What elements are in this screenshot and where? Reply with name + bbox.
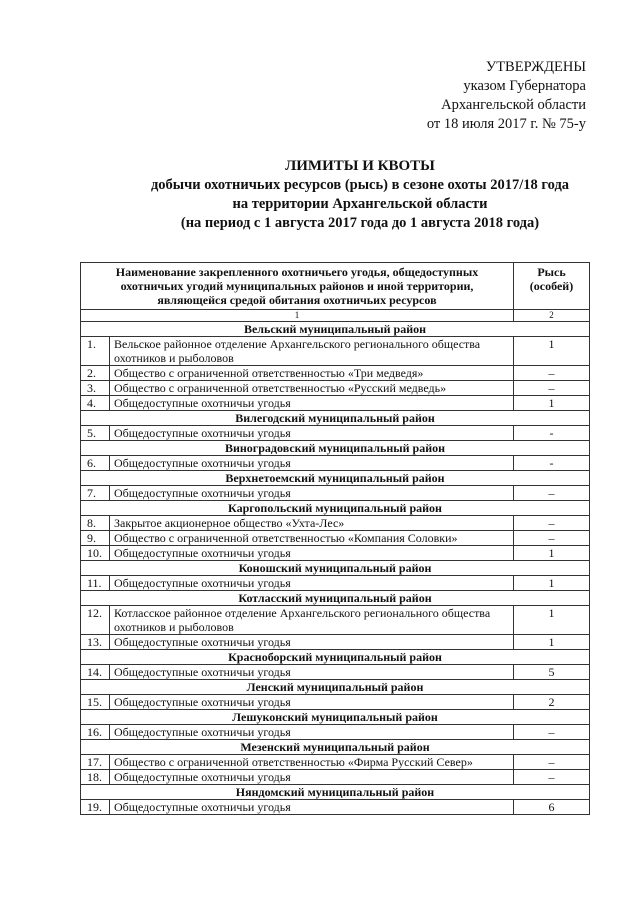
region-name: Верхнетоемский муниципальный район (81, 471, 590, 486)
approval-date: от 18 июля 2017 г. № 75-у (426, 116, 586, 132)
table-row (81, 635, 590, 650)
row-name: Общество с ограниченной ответственностью «Три медведя» (110, 366, 514, 381)
region-name: Котласский муниципальный район (81, 591, 590, 606)
index-col-2: 2 (514, 310, 590, 322)
row-number: 13. (81, 635, 110, 650)
row-value: – (514, 725, 590, 740)
table-row (81, 665, 590, 680)
row-value: – (514, 770, 590, 785)
row-value: – (514, 531, 590, 546)
table-header-row (81, 263, 590, 310)
row-name: Котласское районное отделение Архангельского регионального общества охотников и рыболовов (110, 606, 514, 635)
region-row (81, 471, 590, 486)
row-value: – (514, 516, 590, 531)
row-name: Общедоступные охотничьи угодья (110, 546, 514, 561)
table-row (81, 755, 590, 770)
row-name: Общество с ограниченной ответственностью «Фирма Русский Север» (110, 755, 514, 770)
region-row (81, 650, 590, 665)
table-row (81, 516, 590, 531)
region-row (81, 411, 590, 426)
region-name: Ленский муниципальный район (81, 680, 590, 695)
row-number: 1. (81, 337, 110, 366)
row-value: 1 (514, 635, 590, 650)
region-row (81, 322, 590, 337)
row-number: 8. (81, 516, 110, 531)
table-row (81, 456, 590, 471)
approval-authority: указом Губернатора (463, 78, 586, 94)
region-name: Коношский муниципальный район (81, 561, 590, 576)
region-name: Вельский муниципальный район (81, 322, 590, 337)
row-number: 2. (81, 366, 110, 381)
row-value: 2 (514, 695, 590, 710)
region-row (81, 710, 590, 725)
row-value: 1 (514, 546, 590, 561)
index-col-1: 1 (81, 310, 514, 322)
title-main: ЛИМИТЫ И КВОТЫ (285, 158, 435, 174)
row-name: Общедоступные охотничьи угодья (110, 576, 514, 591)
row-name: Общедоступные охотничьи угодья (110, 635, 514, 650)
region-name: Мезенский муниципальный район (81, 740, 590, 755)
table-row (81, 695, 590, 710)
row-number: 15. (81, 695, 110, 710)
table-row (81, 337, 590, 366)
table-row (81, 606, 590, 635)
row-number: 7. (81, 486, 110, 501)
row-number: 4. (81, 396, 110, 411)
row-number: 12. (81, 606, 110, 635)
table-row (81, 576, 590, 591)
row-name: Общество с ограниченной ответственностью «Русский медведь» (110, 381, 514, 396)
row-name: Общедоступные охотничьи угодья (110, 486, 514, 501)
row-number: 9. (81, 531, 110, 546)
row-number: 6. (81, 456, 110, 471)
row-name: Общедоступные охотничьи угодья (110, 695, 514, 710)
table-row (81, 725, 590, 740)
table-row (81, 770, 590, 785)
table-index-row (81, 310, 590, 322)
region-row (81, 591, 590, 606)
row-name: Общедоступные охотничьи угодья (110, 665, 514, 680)
row-name: Вельское районное отделение Архангельского регионального общества охотников и рыболовов (110, 337, 514, 366)
row-name: Закрытое акционерное общество «Ухта-Лес» (110, 516, 514, 531)
row-name: Общедоступные охотничьи угодья (110, 725, 514, 740)
approval-region: Архангельской области (441, 97, 586, 113)
row-name: Общедоступные охотничьи угодья (110, 396, 514, 411)
row-number: 5. (81, 426, 110, 441)
row-number: 19. (81, 800, 110, 815)
row-value: 1 (514, 337, 590, 366)
region-name: Няндомский муниципальный район (81, 785, 590, 800)
header-value: Рысь (особей) (514, 263, 590, 310)
row-value: – (514, 366, 590, 381)
row-name: Общедоступные охотничьи угодья (110, 800, 514, 815)
row-number: 3. (81, 381, 110, 396)
row-value: – (514, 755, 590, 770)
table-row (81, 396, 590, 411)
row-value: 5 (514, 665, 590, 680)
region-row (81, 680, 590, 695)
region-name: Вилегодский муниципальный район (81, 411, 590, 426)
row-number: 10. (81, 546, 110, 561)
row-number: 16. (81, 725, 110, 740)
row-number: 14. (81, 665, 110, 680)
region-name: Красноборский муниципальный район (81, 650, 590, 665)
table-row (81, 426, 590, 441)
table-row (81, 800, 590, 815)
region-row (81, 785, 590, 800)
table-body (81, 322, 590, 815)
row-value: 1 (514, 576, 590, 591)
document-title (60, 157, 640, 233)
table-row (81, 366, 590, 381)
row-value: 1 (514, 396, 590, 411)
row-value: - (514, 426, 590, 441)
title-line-3: на территории Архангельской области (232, 196, 488, 212)
row-number: 11. (81, 576, 110, 591)
row-number: 18. (81, 770, 110, 785)
title-line-2: добычи охотничьих ресурсов (рысь) в сезоне охоты 2017/18 года (150, 177, 570, 193)
region-row (81, 740, 590, 755)
region-name: Виноградовский муниципальный район (81, 441, 590, 456)
row-value: 6 (514, 800, 590, 815)
approval-heading: УТВЕРЖДЕНЫ (485, 59, 586, 75)
row-value: – (514, 381, 590, 396)
row-name: Общедоступные охотничьи угодья (110, 456, 514, 471)
table-row (81, 381, 590, 396)
region-row (81, 501, 590, 516)
row-number: 17. (81, 755, 110, 770)
header-name: Наименование закрепленного охотничьего угодья, общедоступных охотничьих угодий муниципальных районов и иной территории, являющейся средой обитания охотничьих ресурсов (81, 263, 514, 310)
row-name: Общество с ограниченной ответственностью «Компания Соловки» (110, 531, 514, 546)
title-line-4: (на период с 1 августа 2017 года до 1 августа 2018 года) (180, 215, 540, 231)
row-value: - (514, 456, 590, 471)
table-row (81, 531, 590, 546)
table-row (81, 546, 590, 561)
approval-block (360, 58, 586, 134)
row-name: Общедоступные охотничьи угодья (110, 770, 514, 785)
quota-table (80, 262, 590, 815)
row-value: 1 (514, 606, 590, 635)
table-row (81, 486, 590, 501)
region-row (81, 561, 590, 576)
region-name: Каргопольский муниципальный район (81, 501, 590, 516)
region-row (81, 441, 590, 456)
row-value: – (514, 486, 590, 501)
row-name: Общедоступные охотничьи угодья (110, 426, 514, 441)
region-name: Лешуконский муниципальный район (81, 710, 590, 725)
